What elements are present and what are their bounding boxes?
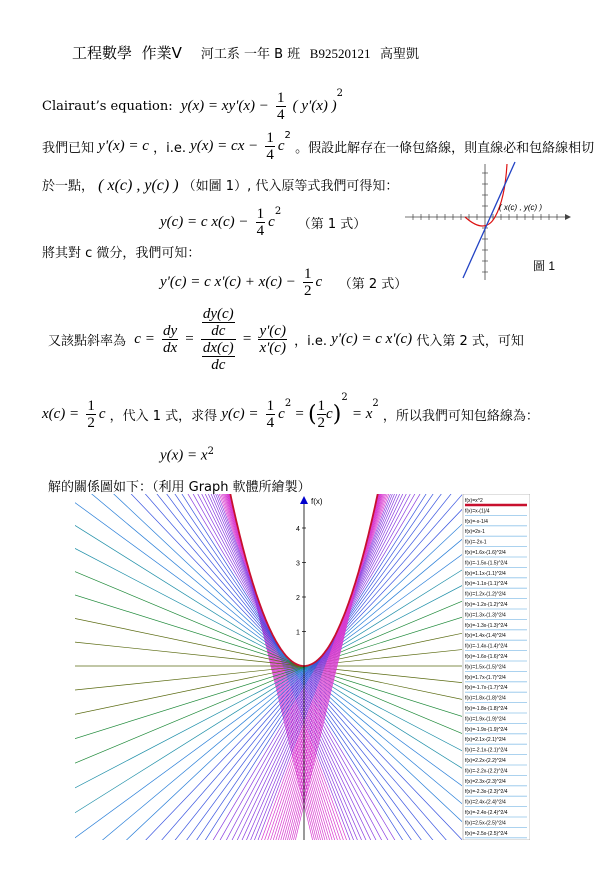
text: （如圖 1）, 代入原等式我們可得知： bbox=[182, 179, 399, 194]
legend-entry: f(x)=-1.3x-(1.3)^2/4 bbox=[465, 622, 508, 629]
y-tick-label: 1 bbox=[296, 629, 300, 637]
fraction-den: 2 bbox=[317, 415, 326, 431]
legend-entry: f(x)=-1.4x-(1.4)^2/4 bbox=[465, 643, 508, 650]
fraction-den: dc bbox=[211, 357, 226, 373]
exponent: 2 bbox=[372, 398, 379, 409]
legend-entry: f(x)=-2.5x-(2.5)^2/4 bbox=[465, 830, 508, 837]
dy-dx-fraction bbox=[162, 323, 178, 356]
equation-rhs: ( y'(x) ) bbox=[292, 98, 337, 114]
legend-entry: f(x)=-1.5x-(1.5)^2/4 bbox=[465, 560, 508, 567]
legend-entry: f(x)=-1.9x-(1.9)^2/4 bbox=[465, 726, 508, 733]
derivative-ratio bbox=[258, 323, 287, 356]
fraction-num: dy(c) bbox=[202, 306, 234, 322]
course-title: 工程數學 bbox=[72, 44, 133, 62]
legend-entry: f(x)=1.2x-(1.2)^2/4 bbox=[465, 591, 506, 598]
legend-entry: f(x)=-1.1x-(1.1)^2/4 bbox=[465, 581, 508, 588]
text: 又該點斜率為 bbox=[48, 334, 127, 349]
math: c bbox=[278, 406, 285, 422]
tangent-lines bbox=[75, 494, 469, 840]
legend-entry: f(x)=1.3x-(1.3)^2/4 bbox=[465, 612, 506, 619]
tangent-line bbox=[75, 566, 469, 814]
legend-entry: f(x)=1.4x-(1.4)^2/4 bbox=[465, 633, 506, 640]
legend-entry: f(x)=2x-1 bbox=[465, 529, 485, 536]
paragraph-result bbox=[42, 392, 539, 431]
compound-den bbox=[201, 340, 236, 373]
equation-2 bbox=[160, 266, 407, 299]
exponent: 2 bbox=[274, 206, 282, 217]
legend-entry: f(x)=-1.6x-(1.6)^2/4 bbox=[465, 654, 508, 660]
legend-entry: f(x)=-1.7x-(1.7)^2/4 bbox=[465, 685, 508, 692]
legend-entry: f(x)=1.1x-(1.1)^2/4 bbox=[465, 570, 506, 577]
assignment-title: 作業V bbox=[141, 44, 182, 62]
legend-entry: f(x)=2.3x-(2.3)^2/4 bbox=[465, 778, 506, 785]
fraction-den: 4 bbox=[277, 107, 285, 123]
math: x(c) = bbox=[42, 406, 80, 422]
y-tick-label: 2 bbox=[296, 595, 300, 602]
fraction-den: x'(c) bbox=[259, 340, 286, 356]
equals: = bbox=[185, 331, 194, 347]
equation-tag: （第 1 式） bbox=[297, 217, 367, 232]
legend-entry: f(x)=1.5x-(1.5)^2/4 bbox=[465, 664, 506, 671]
legend-entry: f(x)=1.7x-(1.7)^2/4 bbox=[465, 674, 506, 681]
math: y'(x) = c bbox=[98, 138, 149, 154]
exponent: 2 bbox=[341, 392, 348, 403]
text: ，代入 1 式，求得 bbox=[109, 409, 218, 424]
figure-caption: 圖 1 bbox=[533, 259, 556, 273]
fraction-den: 2 bbox=[304, 283, 312, 299]
equation-lhs: y(x) = xy'(x) − bbox=[180, 98, 269, 114]
y-arrow-icon bbox=[300, 496, 308, 504]
paragraph-differentiate bbox=[42, 242, 200, 261]
legend-entry: f(x)=-2.1x-(2.1)^2/4 bbox=[465, 747, 508, 754]
math: c = bbox=[134, 331, 155, 347]
fraction-num: 1 bbox=[304, 266, 312, 282]
tangent-line bbox=[75, 582, 469, 789]
fraction-num: y'(c) bbox=[259, 323, 286, 339]
exponent: 2 bbox=[336, 88, 344, 99]
text: 解的關係圖如下：（利用 Graph 軟體所繪製） bbox=[48, 480, 311, 495]
legend-entry: f(x)=-2.4x-(2.4)^2/4 bbox=[465, 810, 508, 816]
legend-entry: f(x)=1.8x-(1.8)^2/4 bbox=[465, 695, 506, 702]
graph-caption bbox=[48, 476, 311, 495]
math: y'(c) = c x'(c) + x(c) − bbox=[160, 274, 296, 290]
half-fraction bbox=[317, 398, 327, 431]
y-axis-label: f(x) bbox=[311, 497, 323, 506]
math: = bbox=[295, 406, 304, 422]
department: 河工系 一年 B 班 bbox=[200, 47, 301, 62]
text: 代入第 2 式，可知 bbox=[416, 334, 524, 349]
fraction-den: dx bbox=[162, 340, 178, 356]
legend-entry: f(x)=x^2 bbox=[465, 498, 483, 504]
paragraph-slope bbox=[48, 306, 524, 373]
text: 。假設此解存在一條包絡線，則直線必和包絡線相切 bbox=[295, 141, 595, 156]
student-id: B92520121 bbox=[309, 46, 371, 61]
legend-entry: f(x)=x-(1)/4 bbox=[465, 508, 490, 515]
right-paren: ) bbox=[332, 402, 342, 427]
fraction-num: dx(c) bbox=[202, 340, 234, 356]
math: = x bbox=[351, 406, 373, 422]
legend-entry: f(x)=2.4x-(2.4)^2/4 bbox=[465, 799, 506, 806]
quarter-fraction bbox=[266, 398, 276, 431]
y-tick-label: 3 bbox=[296, 560, 300, 568]
equation-label: Clairaut’s equation: bbox=[42, 99, 173, 114]
fraction-den: 4 bbox=[256, 223, 265, 239]
math: c bbox=[98, 406, 106, 422]
quarter-fraction bbox=[265, 130, 275, 163]
equals: = bbox=[242, 331, 252, 347]
student-name: 高聖凱 bbox=[380, 47, 420, 62]
legend-entry: f(x)=2.5x-(2.5)^2/4 bbox=[465, 820, 506, 827]
fraction-num: 1 bbox=[256, 206, 265, 222]
legend-entry: f(x)=-2x-1 bbox=[465, 539, 487, 546]
figure-1 bbox=[403, 160, 573, 285]
legend-entry: f(x)=-2.2x-(2.2)^2/4 bbox=[465, 768, 508, 775]
tangent-line bbox=[463, 162, 515, 278]
legend-entry: f(x)=1.9x-(1.9)^2/4 bbox=[465, 716, 506, 723]
x-arrow-icon bbox=[565, 214, 571, 220]
paragraph-known bbox=[42, 130, 594, 163]
exponent: 2 bbox=[207, 446, 214, 457]
tangent-line bbox=[75, 598, 469, 764]
math: c bbox=[315, 274, 323, 290]
quarter-fraction bbox=[276, 90, 286, 123]
fraction-num: 1 bbox=[317, 398, 326, 414]
fraction-num: 1 bbox=[266, 398, 275, 414]
point-coordinates: ( x(c) , y(c) ) bbox=[98, 177, 179, 194]
legend-entry: f(x)=2.1x-(2.1)^2/4 bbox=[465, 737, 506, 744]
compound-fraction bbox=[201, 306, 236, 373]
tangent-line bbox=[75, 518, 469, 840]
math: y(x) = x bbox=[160, 447, 208, 464]
math: y(x) = cx − bbox=[190, 138, 259, 154]
half-fraction bbox=[303, 266, 313, 299]
exponent: 2 bbox=[284, 398, 292, 409]
math: y(c) = c x(c) − bbox=[160, 214, 249, 230]
half-fraction bbox=[86, 398, 96, 431]
legend-entry: f(x)=-1.2x-(1.2)^2/4 bbox=[465, 602, 508, 608]
equation-1 bbox=[160, 206, 366, 239]
tangent-line bbox=[75, 618, 469, 701]
legend-entry: f(x)=-2.3x-(2.3)^2/4 bbox=[465, 789, 508, 796]
text: 將其對 c 微分，我們可知： bbox=[42, 246, 201, 261]
text: ，i.e. bbox=[294, 334, 327, 349]
envelope-equation bbox=[160, 446, 214, 464]
fraction-den: 2 bbox=[87, 415, 95, 431]
legend-entry: f(x)=2.2x-(2.2)^2/4 bbox=[465, 758, 506, 764]
y-tick-label: 4 bbox=[296, 526, 300, 533]
clairaut-equation bbox=[42, 88, 343, 123]
fraction-num: 1 bbox=[277, 90, 285, 106]
math: c bbox=[277, 138, 285, 154]
text: 於一點， bbox=[42, 179, 95, 194]
equation-tag: （第 2 式） bbox=[338, 277, 408, 292]
text: ，i.e. bbox=[153, 141, 186, 156]
quarter-fraction bbox=[256, 206, 266, 239]
legend-entry: f(x)=1.6x-(1.6)^2/4 bbox=[465, 550, 506, 556]
exponent: 2 bbox=[284, 130, 291, 141]
fraction-den: 4 bbox=[266, 147, 274, 163]
solution-graph bbox=[75, 494, 530, 840]
left-paren: ( bbox=[307, 402, 317, 427]
fraction-num: 1 bbox=[87, 398, 95, 414]
fraction-num: dy bbox=[162, 323, 178, 339]
fraction-den: dc bbox=[211, 323, 226, 339]
y-tick-labels bbox=[296, 526, 306, 637]
text: 我們已知 bbox=[42, 141, 95, 156]
tangent-point-label: ( x(c) , y(c) ) bbox=[499, 203, 543, 212]
math: y'(c) = c x'(c) bbox=[331, 331, 413, 347]
document-header bbox=[72, 42, 419, 63]
legend-entry: f(x)=-1.8x-(1.8)^2/4 bbox=[465, 706, 508, 712]
paragraph-tangent-point bbox=[42, 175, 398, 195]
fraction-den: 4 bbox=[266, 415, 275, 431]
math: c bbox=[268, 214, 275, 230]
text: ，所以我們可知包絡線為： bbox=[382, 409, 539, 424]
legend-entry: f(x)=-x-1/4 bbox=[465, 518, 488, 525]
compound-num bbox=[201, 306, 236, 340]
fraction-num: 1 bbox=[266, 130, 274, 146]
math: c bbox=[326, 406, 333, 422]
math: y(c) = bbox=[221, 406, 259, 422]
